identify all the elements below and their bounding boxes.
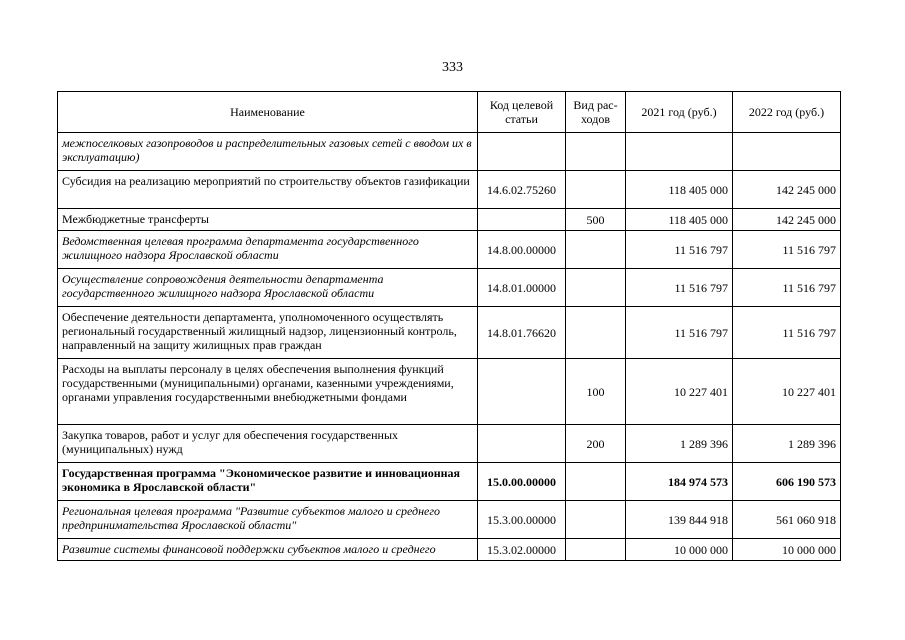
row-2022-amount: 1 289 396 (733, 425, 841, 463)
row-code: 15.3.00.00000 (478, 501, 566, 539)
row-code: 15.0.00.00000 (478, 463, 566, 501)
row-name: Ведомственная целевая программа департамента государственного жилищного надзора Ярославской области (58, 231, 478, 269)
row-code (478, 359, 566, 425)
row-expense-type: 500 (566, 209, 626, 231)
row-expense-type (566, 171, 626, 209)
row-expense-type: 200 (566, 425, 626, 463)
row-2022-amount: 606 190 573 (733, 463, 841, 501)
row-name: Расходы на выплаты персоналу в целях обеспечения выполнения функций государственными (муниципальными) органами, казенными учреждениями, органами управления государственными внебюджетными фондами (58, 359, 478, 425)
row-2021-amount: 11 516 797 (626, 269, 733, 307)
header-year-2021: 2021 год (руб.) (626, 92, 733, 133)
table-row (58, 171, 841, 209)
row-name: Субсидия на реализацию мероприятий по строительству объектов газификации (58, 171, 478, 209)
table-row (58, 209, 841, 231)
row-expense-type (566, 501, 626, 539)
row-2021-amount: 118 405 000 (626, 171, 733, 209)
row-2022-amount: 10 000 000 (733, 539, 841, 561)
row-name: Обеспечение деятельности департамента, уполномоченного осуществлять региональный государственный жилищный надзор, лицензионный контроль, направленный на защиту жилищных прав граждан (58, 307, 478, 359)
header-expense-type: Вид рас-ходов (566, 92, 626, 133)
row-2021-amount: 11 516 797 (626, 231, 733, 269)
row-expense-type (566, 133, 626, 171)
row-code: 14.8.00.00000 (478, 231, 566, 269)
table-row (58, 463, 841, 501)
row-2021-amount: 184 974 573 (626, 463, 733, 501)
row-2021-amount: 10 227 401 (626, 359, 733, 425)
row-name: Закупка товаров, работ и услуг для обеспечения государственных (муниципальных) нужд (58, 425, 478, 463)
row-name: Развитие системы финансовой поддержки субъектов малого и среднего (58, 539, 478, 561)
table-row (58, 133, 841, 171)
row-name: межпоселковых газопроводов и распределительных газовых сетей с вводом их в эксплуатацию) (58, 133, 478, 171)
row-2022-amount: 10 227 401 (733, 359, 841, 425)
row-2021-amount: 11 516 797 (626, 307, 733, 359)
row-expense-type: 100 (566, 359, 626, 425)
row-name: Осуществление сопровождения деятельности департамента государственного жилищного надзора Ярославской области (58, 269, 478, 307)
row-2022-amount: 11 516 797 (733, 269, 841, 307)
row-expense-type (566, 539, 626, 561)
page-number: 333 (442, 60, 463, 75)
row-2022-amount: 142 245 000 (733, 209, 841, 231)
table-row (58, 269, 841, 307)
row-2022-amount: 142 245 000 (733, 171, 841, 209)
row-name: Межбюджетные трансферты (58, 209, 478, 231)
row-2021-amount: 118 405 000 (626, 209, 733, 231)
row-2022-amount: 11 516 797 (733, 231, 841, 269)
row-name: Региональная целевая программа "Развитие субъектов малого и среднего предпринимательства Ярославской области" (58, 501, 478, 539)
budget-table (57, 91, 841, 561)
row-code (478, 209, 566, 231)
table-row (58, 501, 841, 539)
row-code: 14.6.02.75260 (478, 171, 566, 209)
row-expense-type (566, 307, 626, 359)
header-year-2022: 2022 год (руб.) (733, 92, 841, 133)
header-code: Код целевой статьи (478, 92, 566, 133)
row-code: 15.3.02.00000 (478, 539, 566, 561)
table-row (58, 231, 841, 269)
header-name: Наименование (58, 92, 478, 133)
table-row (58, 359, 841, 425)
row-2022-amount: 11 516 797 (733, 307, 841, 359)
row-2022-amount (733, 133, 841, 171)
row-2021-amount: 10 000 000 (626, 539, 733, 561)
row-code: 14.8.01.00000 (478, 269, 566, 307)
row-expense-type (566, 231, 626, 269)
table-header-row (58, 92, 841, 133)
row-code (478, 425, 566, 463)
row-name: Государственная программа "Экономическое развитие и инновационная экономика в Ярославской области" (58, 463, 478, 501)
row-2021-amount: 139 844 918 (626, 501, 733, 539)
row-expense-type (566, 463, 626, 501)
row-2021-amount (626, 133, 733, 171)
row-code: 14.8.01.76620 (478, 307, 566, 359)
row-2022-amount: 561 060 918 (733, 501, 841, 539)
table-row (58, 425, 841, 463)
row-expense-type (566, 269, 626, 307)
row-2021-amount: 1 289 396 (626, 425, 733, 463)
table-row (58, 539, 841, 561)
table-row (58, 307, 841, 359)
row-code (478, 133, 566, 171)
